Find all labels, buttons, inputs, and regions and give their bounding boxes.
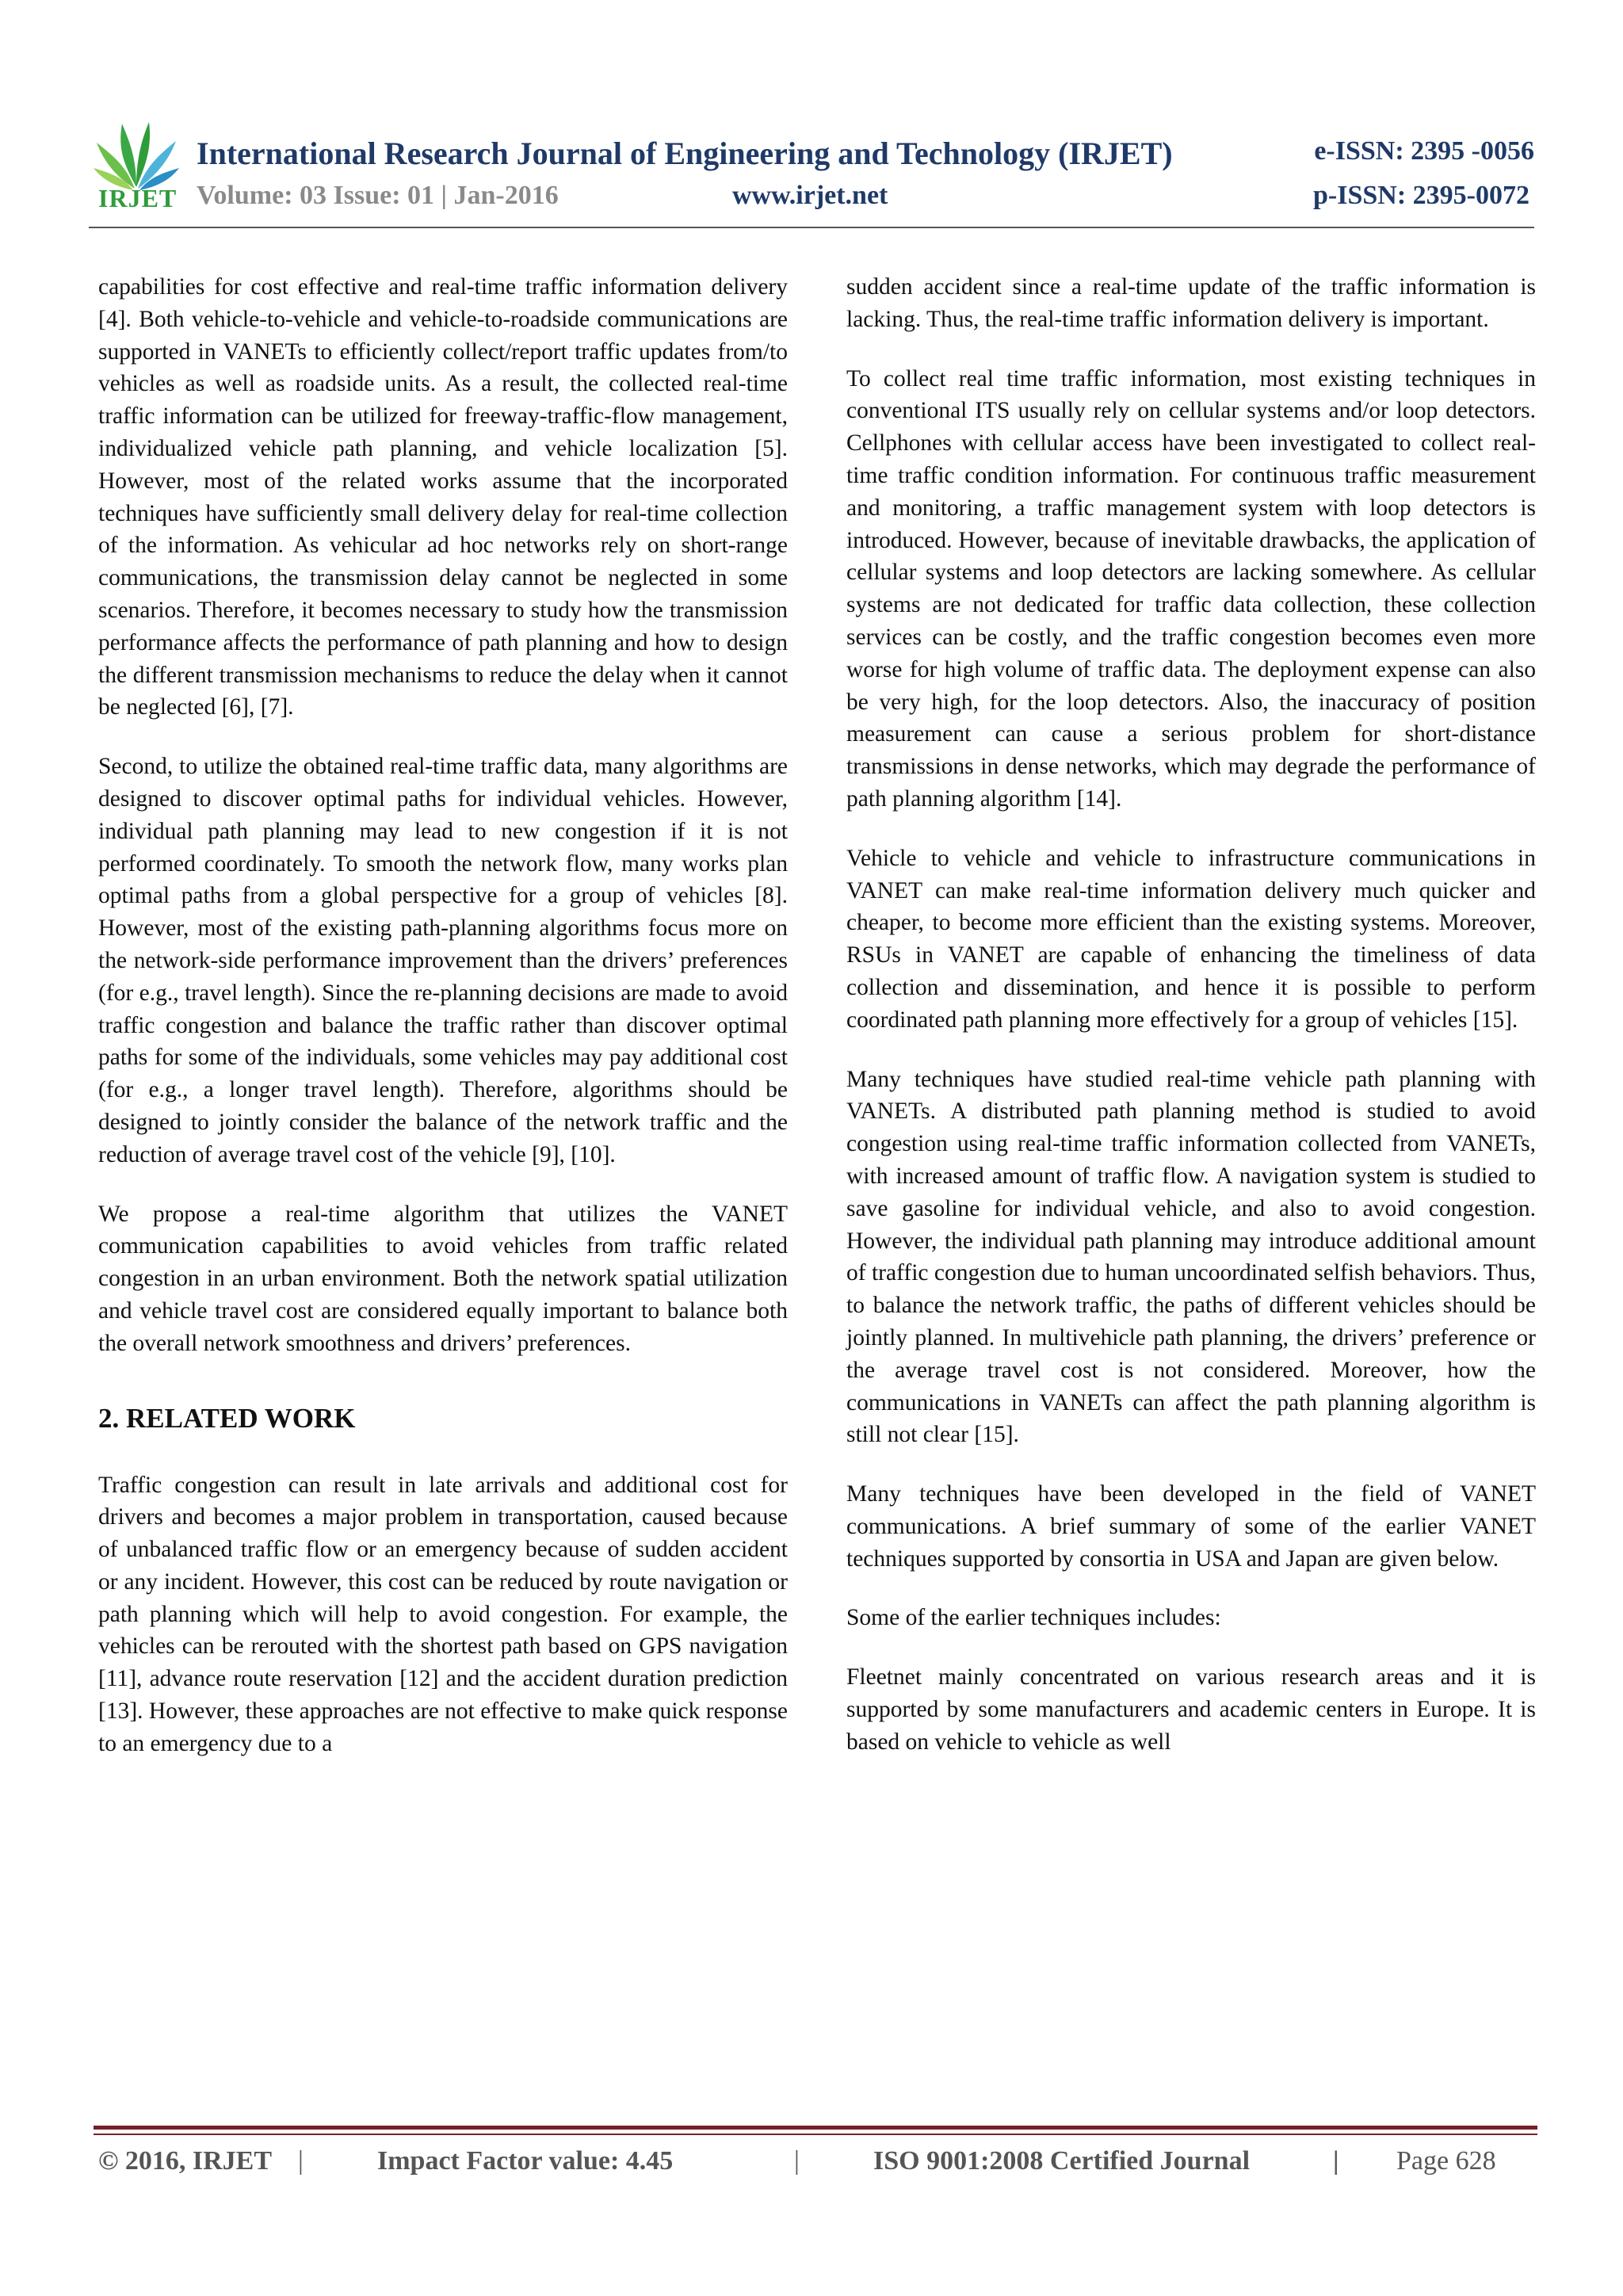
footer-separator: | (794, 2146, 800, 2176)
body-paragraph: Many techniques have been developed in the field of VANET communications. A brief summary of some of the earlier VANET techniques supported by consortia in USA and Japan are given below. (846, 1481, 1536, 1572)
footer-iso: ISO 9001:2008 Certified Journal (873, 2146, 1251, 2176)
logo-text: IRJET (98, 184, 178, 212)
footer-separator: | (1333, 2146, 1339, 2176)
footer-copyright: © 2016, IRJET (98, 2146, 273, 2176)
body-paragraph: capabilities for cost effective and real-time traffic information delivery [4]. Both vehicle-to-vehicle and vehicle-to-roadside communications are supported in VANETs to efficiently collect/report traffic updates from/to vehicles as well as roadside units. As a result, the collected real-time traffic information can be utilized for freeway-traffic-flow management, individualized vehicle path planning, and vehicle localization [5]. However, most of the related works assume that the incorporated techniques have sufficiently small delivery delay for real-time collection of the information. As vehicular ad hoc networks rely on short-range communications, the transmission delay cannot be neglected in some scenarios. Therefore, it becomes necessary to study how the transmission performance affects the performance of path planning and how to design the different transmission mechanisms to reduce the delay when it cannot be neglected [6], [7]. (98, 274, 788, 720)
footer-divider-thick (94, 2126, 1537, 2130)
footer-divider-thin (94, 2134, 1537, 2135)
journal-website-link[interactable]: www.irjet.net (732, 181, 888, 210)
body-paragraph: Second, to utilize the obtained real-time traffic data, many algorithms are designed to discover optimal paths for individual vehicles. However, individual path planning may lead to new congestion if it is not performed coordinately. To smooth the network flow, many works plan optimal paths from a global perspective for a group of vehicles [8]. However, most of the existing path-planning algorithms focus more on the network-side performance improvement than the drivers’ preferences (for e.g., travel length). Since the re-planning decisions are made to avoid traffic congestion and balance the traffic rather than discover optimal paths for some of the individuals, some vehicles may pay additional cost (for e.g., a longer travel length). Therefore, algorithms should be designed to jointly consider the balance of the network traffic and the reduction of average travel cost of the vehicle [9], [10]. (98, 754, 788, 1167)
body-paragraph: Vehicle to vehicle and vehicle to infrastructure communications in VANET can make real-time information delivery much quicker and cheaper, to become more efficient than the existing systems. Moreover, RSUs in VANET are capable of enhancing the timeliness of data collection and dissemination, and hence it is possible to perform coordinated path planning more effectively for a group of vehicles [15]. (846, 845, 1536, 1033)
header-divider (89, 227, 1534, 228)
footer-impact-factor: Impact Factor value: 4.45 (377, 2146, 674, 2176)
section-heading: 2. RELATED WORK (98, 1402, 356, 1434)
pissn: p-ISSN: 2395-0072 (1313, 181, 1529, 210)
body-paragraph: sudden accident since a real-time update of the traffic information is lacking. Thus, the real-time traffic information delivery is important. (846, 274, 1536, 332)
body-paragraph: Some of the earlier techniques includes: (846, 1605, 1221, 1631)
body-paragraph: Traffic congestion can result in late arrivals and additional cost for drivers and becomes a major problem in transportation, caused because of unbalanced traffic flow or an emergency because of sudden accident or any incident. However, this cost can be reduced by route navigation or path planning which will help to avoid congestion. For example, the vehicles can be rerouted with the shortest path based on GPS navigation [11], advance route reservation [12] and the accident duration prediction [13]. However, these approaches are not effective to make quick response to an emergency due to a (98, 1472, 788, 1756)
body-paragraph: We propose a real-time algorithm that utilizes the VANET communication capabilities to avoid vehicles from traffic related congestion in an urban environment. Both the network spatial utilization and vehicle travel cost are considered equally important to balance both the overall network smoothness and drivers’ preferences. (98, 1201, 788, 1356)
eissn: e-ISSN: 2395 -0056 (1314, 136, 1534, 166)
footer-page-number: Page 628 (1396, 2146, 1496, 2176)
volume-issue: Volume: 03 Issue: 01 | Jan-2016 (197, 181, 559, 210)
body-paragraph: To collect real time traffic information, most existing techniques in conventional ITS usually rely on cellular systems and/or loop detectors. Cellphones with cellular access have been investigated to collect real-time traffic condition information. For continuous traffic measurement and monitoring, a traffic management system with loop detectors is introduced. However, because of inevitable drawbacks, the application of cellular systems and loop detectors are lacking somewhere. As cellular systems are not dedicated for traffic data collection, these collection services can be costly, and the traffic congestion becomes even more worse for high volume of traffic data. The deployment expense can also be very high, for the loop detectors. Also, the inaccuracy of position measurement can cause a serious problem for short-distance transmissions in dense networks, which may degrade the performance of path planning algorithm [14]. (846, 365, 1536, 812)
body-paragraph: Many techniques have studied real-time vehicle path planning with VANETs. A distributed path planning method is studied to avoid congestion using real-time traffic information collected from VANETs, with increased amount of traffic flow. A navigation system is studied to save gasoline for individual vehicle, and also to avoid congestion. However, the individual path planning may introduce additional amount of traffic congestion due to human uncoordinated selfish behaviors. Thus, to balance the network traffic, the paths of different vehicles should be jointly planned. In multivehicle path planning, the drivers’ preference or the average travel cost is not considered. Moreover, how the communications in VANETs can affect the path planning algorithm is still not clear [15]. (846, 1066, 1536, 1448)
journal-title: International Research Journal of Engineering and Technology (IRJET) (197, 136, 1173, 171)
left-column (98, 271, 788, 1787)
footer-separator: | (298, 2146, 304, 2176)
body-paragraph: Fleetnet mainly concentrated on various research areas and it is supported by some manufacturers and academic centers in Europe. It is based on vehicle to vehicle as well (846, 1664, 1536, 1755)
right-column (846, 271, 1536, 1786)
